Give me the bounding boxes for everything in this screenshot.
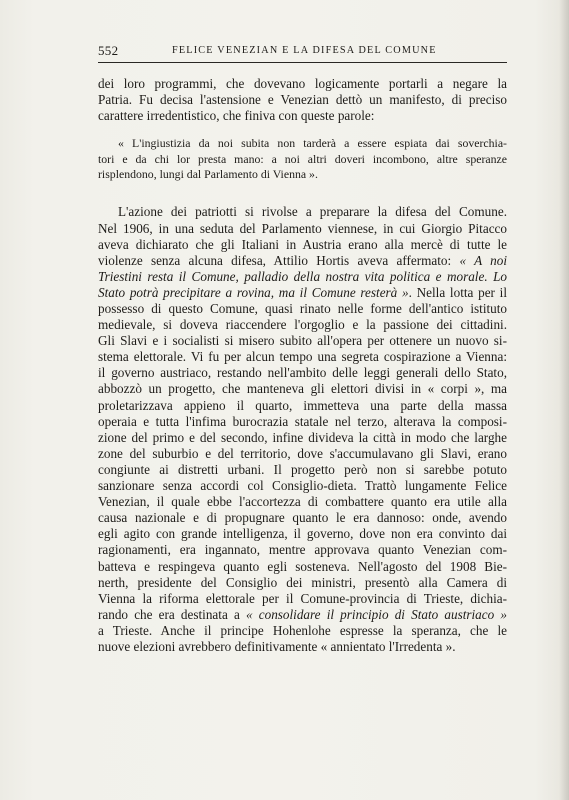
text-line: medievale, si doveva riaccendere l'orgoglio e la passione dei cittadini. bbox=[98, 317, 507, 333]
block-quote bbox=[98, 136, 507, 182]
paragraph-1 bbox=[98, 76, 507, 124]
text-line: zone del suburbio e del territorio, dove s'accumulavano gli Slavi, erano bbox=[98, 445, 507, 461]
text-line: ragionamenti, era ingannato, mentre approvava quanto Venezian com- bbox=[98, 542, 507, 558]
quote-line: « L'ingiustizia da noi subita non tarderà a essere espiata dai soverchia- bbox=[118, 136, 507, 151]
text-line: dei loro programmi, che dovevano logicamente portarli a negare la bbox=[98, 76, 507, 91]
italic-quote: « A noi bbox=[459, 252, 508, 268]
text-segment: . Nella lotta per il bbox=[408, 284, 508, 300]
text-line: zione del primo e del secondo, infine divideva la città in modo che larghe bbox=[98, 429, 507, 445]
text-line: Patria. Fu decisa l'astensione e Venezian dettò un manifesto, di preciso bbox=[98, 92, 507, 108]
page-number: 552 bbox=[98, 43, 119, 58]
page-edge-shadow bbox=[559, 0, 569, 800]
text-line: possesso di questo Comune, quasi rinato nelle forme dell'antico istituto bbox=[98, 301, 507, 317]
text-line bbox=[98, 269, 507, 285]
quote-line: tori e da chi lor presta mano: a noi altri doveri incombono, altre speranze bbox=[98, 151, 507, 166]
quote-line: risplendono, lungi dal Parlamento di Vienna ». bbox=[98, 167, 318, 182]
text-line: nerth, presidente del Consiglio dei ministri, presentò alla Camera di bbox=[98, 574, 507, 590]
paragraph-2 bbox=[98, 204, 507, 655]
italic-quote: Triestini resta il Comune, palladio della nostra vita politica e morale. Lo bbox=[98, 268, 507, 284]
text-line: stema elettorale. Vi fu per alcun tempo una segreta cospirazione a Vienna: bbox=[98, 349, 507, 365]
text-line: carattere irredentistico, che finiva con queste parole: bbox=[98, 108, 375, 124]
italic-quote: Stato potrà precipitare a rovina, ma il Comune resterà » bbox=[98, 284, 409, 300]
text-line bbox=[98, 285, 507, 301]
text-segment: violenze senza alcuna difesa, Attilio Hortis aveva affermato: bbox=[98, 252, 460, 268]
text-line bbox=[98, 607, 507, 623]
text-line: nuove elezioni avrebbero definitivamente « annientato l'Irredenta ». bbox=[98, 638, 456, 654]
text-line: sanzionare senza accordi col Consiglio-dieta. Trattò lungamente Felice bbox=[98, 478, 507, 494]
text-line: Nel 1906, in una seduta del Parlamento viennese, in cui Giorgio Pitacco bbox=[98, 220, 507, 236]
running-header bbox=[98, 42, 507, 63]
text-line: causa nazionale e di propugnare quanto le era dannoso: onde, avendo bbox=[98, 510, 507, 526]
text-line: congiunte ai distretti urbani. Il progetto però non si sarebbe potuto bbox=[98, 461, 507, 477]
running-title: FELICE VENEZIAN E LA DIFESA DEL COMUNE bbox=[172, 45, 437, 56]
text-line: proletarizzava appieno il quarto, immetteva una parte della massa bbox=[98, 397, 507, 413]
text-line: il governo austriaco, restando nell'ambito delle leggi generali dello Stato, bbox=[98, 365, 507, 381]
text-segment: rando che era destinata a bbox=[98, 606, 246, 622]
text-line: abbozzò un progetto, che manteneva gli elettori divisi in « corpi », ma bbox=[98, 381, 507, 397]
body-text bbox=[98, 76, 507, 655]
text-line: operaia e tutta l'infima burocrazia statale nel terzo, alterava la composi- bbox=[98, 413, 507, 429]
text-line: Venezian, il quale ebbe l'accortezza di combattere quanto era utile alla bbox=[98, 494, 507, 510]
text-line: a Trieste. Anche il principe Hohenlohe espresse la speranza, che le bbox=[98, 622, 507, 638]
text-line: batteva e respingeva quanto egli sosteneva. Nell'agosto del 1908 Bie- bbox=[98, 558, 507, 574]
text-line: Gli Slavi e i socialisti si misero subito all'opera per ottenere un nuovo si- bbox=[98, 333, 507, 349]
text-line bbox=[98, 253, 507, 269]
text-line: aveva dichiarato che gli Italiani in Austria erano alla mercè di tutte le bbox=[98, 236, 507, 252]
text-line: Vienna la riforma elettorale per il Comune-provincia di Trieste, dichia- bbox=[98, 590, 507, 606]
italic-quote: « consolidare il principio di Stato austriaco » bbox=[245, 606, 507, 622]
text-line: L'azione dei patriotti si rivolse a preparare la difesa del Comune. bbox=[118, 204, 507, 220]
text-line: egli agito con grande intelligenza, il governo, dove non era convinto dai bbox=[98, 526, 507, 542]
